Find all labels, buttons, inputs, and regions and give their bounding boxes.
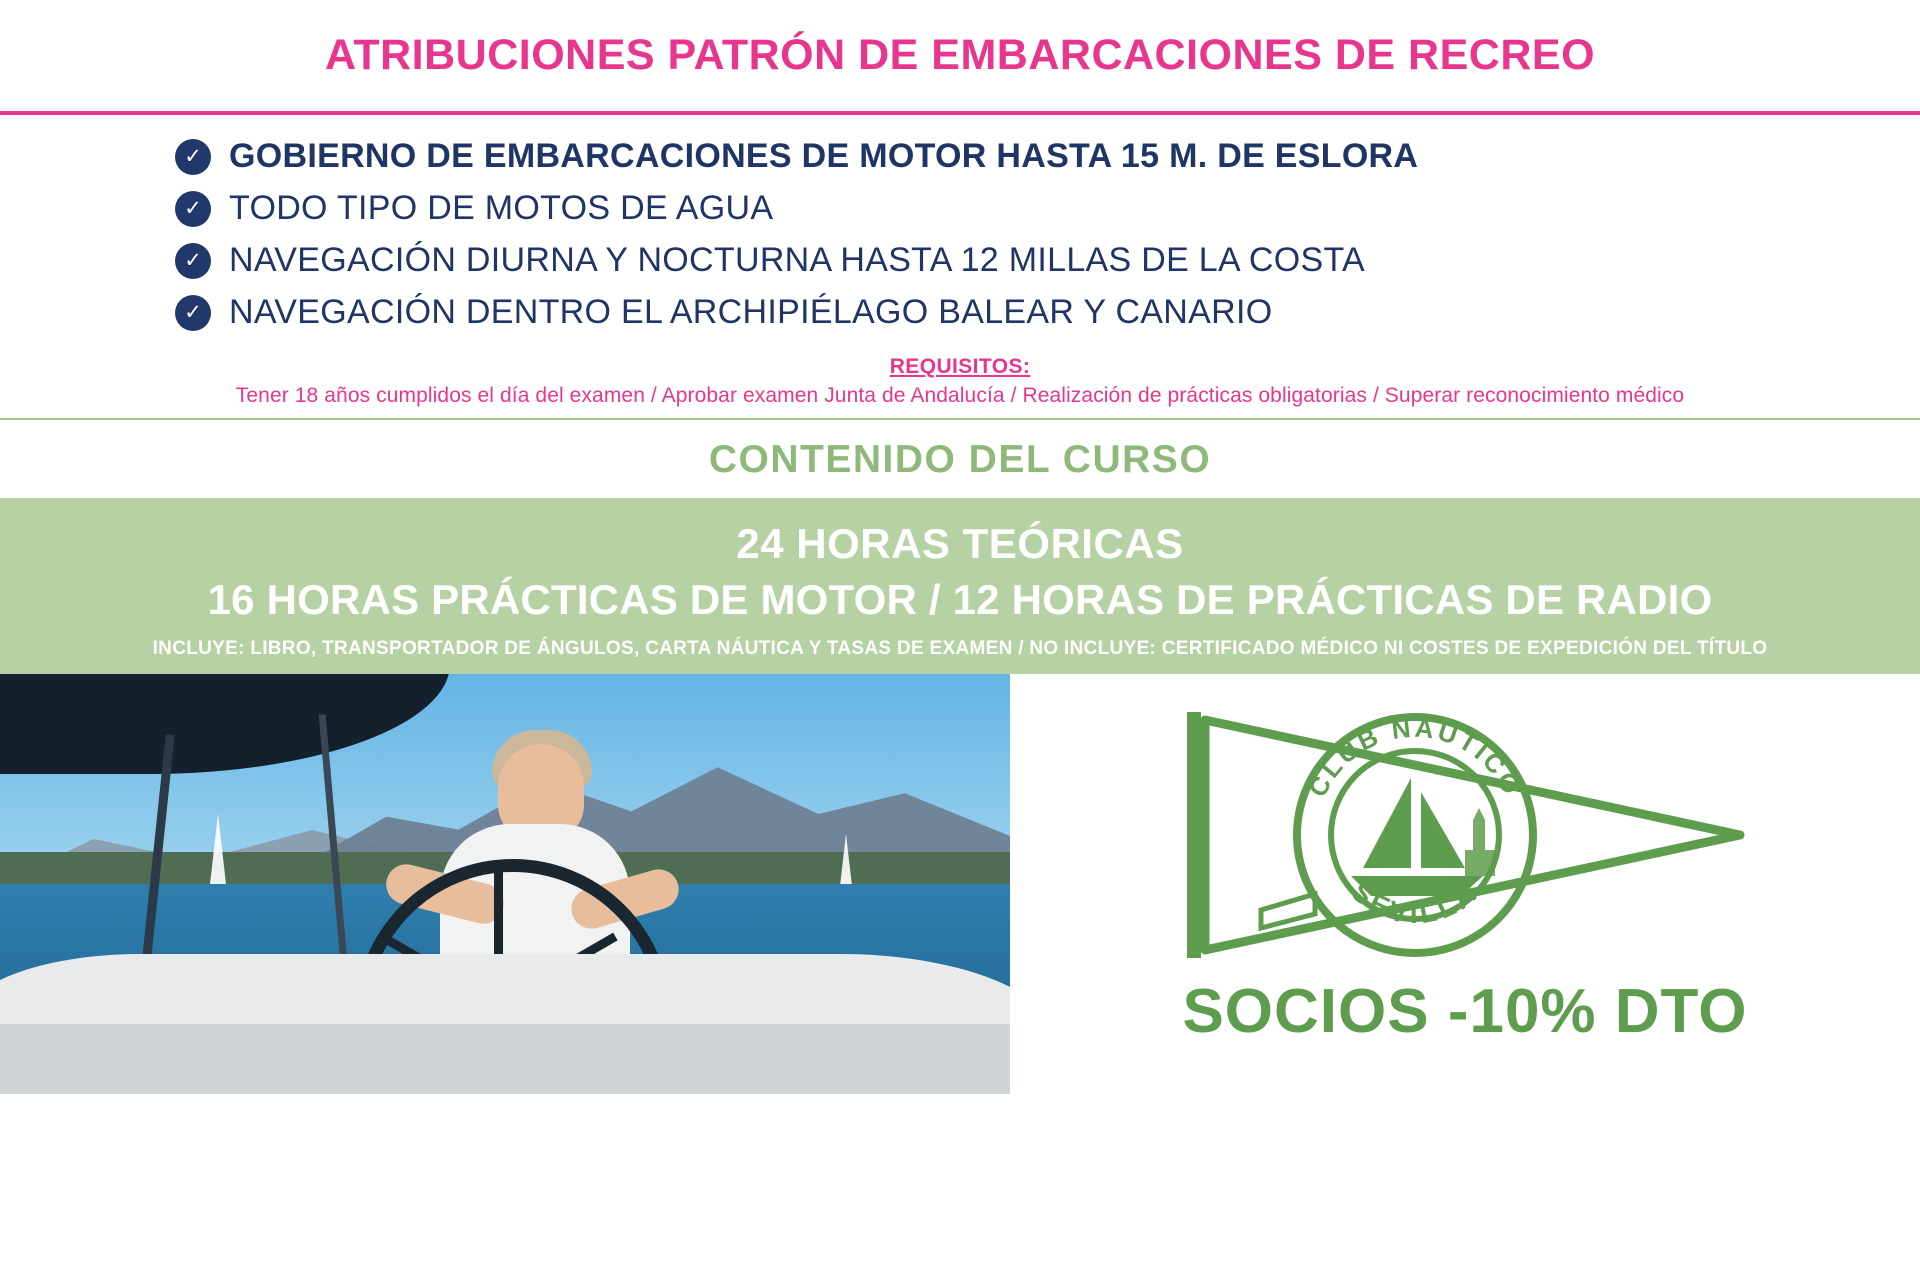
list-item bbox=[175, 137, 1920, 176]
logo-promo-panel bbox=[1010, 674, 1920, 1094]
course-content-title: CONTENIDO DEL CURSO bbox=[708, 438, 1212, 481]
sailing-photo bbox=[0, 674, 1010, 1094]
list-item-label: NAVEGACIÓN DENTRO EL ARCHIPIÉLAGO BALEAR Y CANARIO bbox=[229, 293, 1273, 331]
course-hours-band bbox=[0, 498, 1920, 674]
hours-theory: 24 HORAS TEÓRICAS bbox=[736, 520, 1184, 567]
requirements-text: Tener 18 años cumplidos el día del examen / Aprobar examen Junta de Andalucía / Realización de prácticas obligatorias / Superar reconocimiento médico bbox=[235, 384, 1685, 407]
bottom-section bbox=[0, 674, 1920, 1094]
attributes-list bbox=[0, 115, 1920, 332]
club-nautico-sevilla-logo bbox=[1165, 700, 1765, 970]
check-icon: ✓ bbox=[175, 295, 211, 331]
logo-bottom-text: SEVILLA bbox=[1345, 875, 1485, 930]
list-item bbox=[175, 241, 1920, 280]
list-item-label: NAVEGACIÓN DIURNA Y NOCTURNA HASTA 12 MILLAS DE LA COSTA bbox=[229, 241, 1365, 279]
list-item bbox=[175, 293, 1920, 332]
hours-practice: 16 HORAS PRÁCTICAS DE MOTOR / 12 HORAS DE PRÁCTICAS DE RADIO bbox=[207, 576, 1713, 623]
discount-text: SOCIOS -10% DTO bbox=[1182, 977, 1748, 1046]
header bbox=[0, 0, 1920, 115]
photo-moored-sailboat bbox=[840, 834, 852, 886]
list-item-label: TODO TIPO DE MOTOS DE AGUA bbox=[229, 189, 774, 227]
check-icon: ✓ bbox=[175, 139, 211, 175]
check-icon: ✓ bbox=[175, 191, 211, 227]
includes-text: INCLUYE: LIBRO, TRANSPORTADOR DE ÁNGULOS, CARTA NÁUTICA Y TASAS DE EXAMEN / NO INCLUYE: CERTIFICADO MÉDICO NI COSTES DE EXPEDICIÓN DEL TÍTULO bbox=[152, 638, 1768, 659]
photo-moored-sailboat bbox=[210, 814, 226, 884]
logo-top-text: CLUB NÁUTICO bbox=[1302, 712, 1528, 802]
check-icon: ✓ bbox=[175, 243, 211, 279]
requirements-title: REQUISITOS: bbox=[889, 355, 1031, 378]
requirements-section bbox=[0, 345, 1920, 420]
list-item bbox=[175, 189, 1920, 228]
photo-boat-hull bbox=[0, 1024, 1010, 1094]
page-title: ATRIBUCIONES PATRÓN DE EMBARCACIONES DE RECREO bbox=[324, 31, 1596, 79]
list-item-label: GOBIERNO DE EMBARCACIONES DE MOTOR HASTA 15 M. DE ESLORA bbox=[229, 137, 1419, 175]
